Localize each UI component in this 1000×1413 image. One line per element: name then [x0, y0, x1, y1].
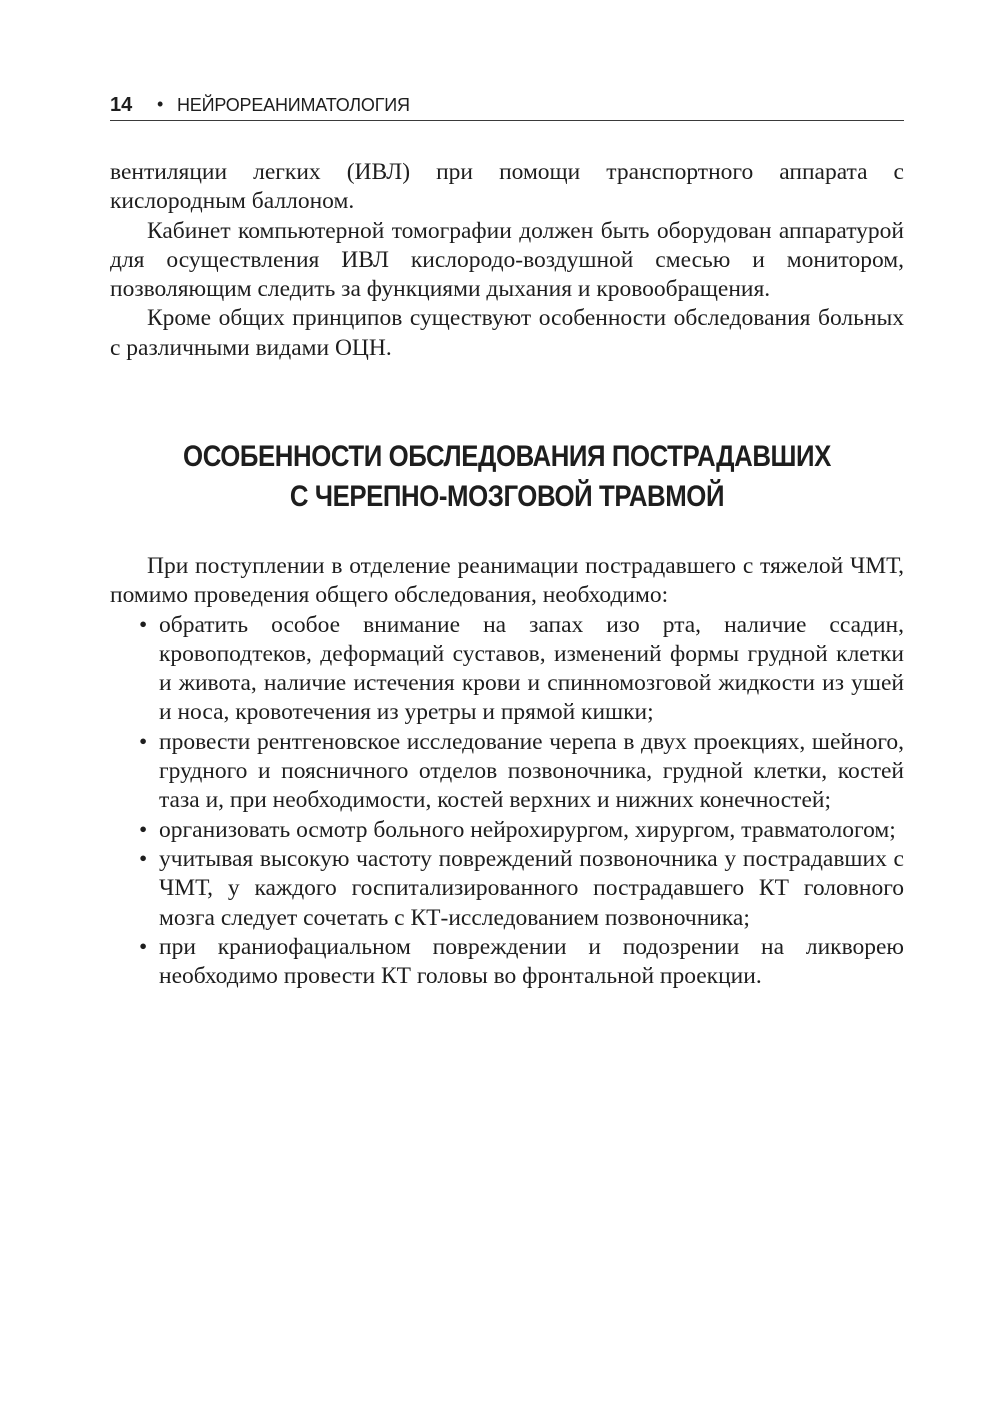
- list-item: [110, 611, 904, 728]
- list-item: [110, 816, 904, 845]
- section-lead: При поступлении в отделение реанимации пострадавшего с тяжелой ЧМТ, помимо проведения общего обследования, необходимо:: [110, 553, 904, 609]
- section-body: [110, 552, 904, 991]
- section-heading-line-2: С ЧЕРЕПНО-МОЗГОВОЙ ТРАВМОЙ: [289, 480, 725, 513]
- bullet-icon: •: [139, 845, 148, 872]
- section-heading: [166, 437, 849, 517]
- bullet-icon: •: [139, 816, 148, 843]
- header-bullet: •: [157, 94, 164, 114]
- list-item: [110, 728, 904, 816]
- bullet-icon: •: [139, 933, 148, 960]
- intro-paragraph-2: Кабинет компьютерной томографии должен быть оборудован аппаратурой для осуществления ИВЛ кислородо-воздушной смесью и монитором, позволяющим следить за функциями дыхания и кровообращения.: [110, 217, 904, 303]
- list-item-text: при краниофациальном повреждении и подозрении на ликворею необходимо провести КТ головы во фронтальной проекции.: [159, 933, 904, 990]
- intro-paragraph-3: Кроме общих принципов существуют особенности обследования больных с различными видами ОЦН.: [110, 305, 904, 361]
- list-item-text: провести рентгеновское исследование черепа в двух проекциях, шейного, грудного и поясничного отделов позвоночника, грудной клетки, костей таза и, при необходимости, костей верхних и нижних конечностей;: [159, 728, 904, 814]
- page-number: 14: [110, 94, 133, 116]
- list-item-text: учитывая высокую частоту повреждений позвоночника у пострадавших с ЧМТ, у каждого госпитализированного пострадавшего КТ головного мозга следует сочетать с КТ-исследованием позвоночника;: [159, 845, 904, 931]
- intro-paragraph-1: вентиляции легких (ИВЛ) при помощи транспортного аппарата с кислородным баллоном.: [110, 159, 904, 215]
- running-head: [110, 92, 904, 121]
- list-item-text: организовать осмотр больного нейрохирургом, хирургом, травматологом;: [159, 816, 896, 843]
- book-title: НЕЙРОРЕАНИМАТОЛОГИЯ: [177, 95, 410, 115]
- bullet-icon: •: [139, 611, 148, 638]
- list-item: [110, 845, 904, 933]
- list-item: [110, 933, 904, 992]
- section-heading-line-1: ОСОБЕННОСТИ ОБСЛЕДОВАНИЯ ПОСТРАДАВШИХ: [183, 440, 831, 473]
- intro-text: [110, 158, 904, 363]
- exam-list: [110, 611, 904, 992]
- list-item-text: обратить особое внимание на запах изо рта, наличие ссадин, кровоподтеков, деформаций суставов, изменений формы грудной клетки и живота, наличие истечения крови и спинномозговой жидкости из ушей и носа, кровотечения из уретры и прямой кишки;: [159, 611, 904, 726]
- bullet-icon: •: [139, 728, 148, 755]
